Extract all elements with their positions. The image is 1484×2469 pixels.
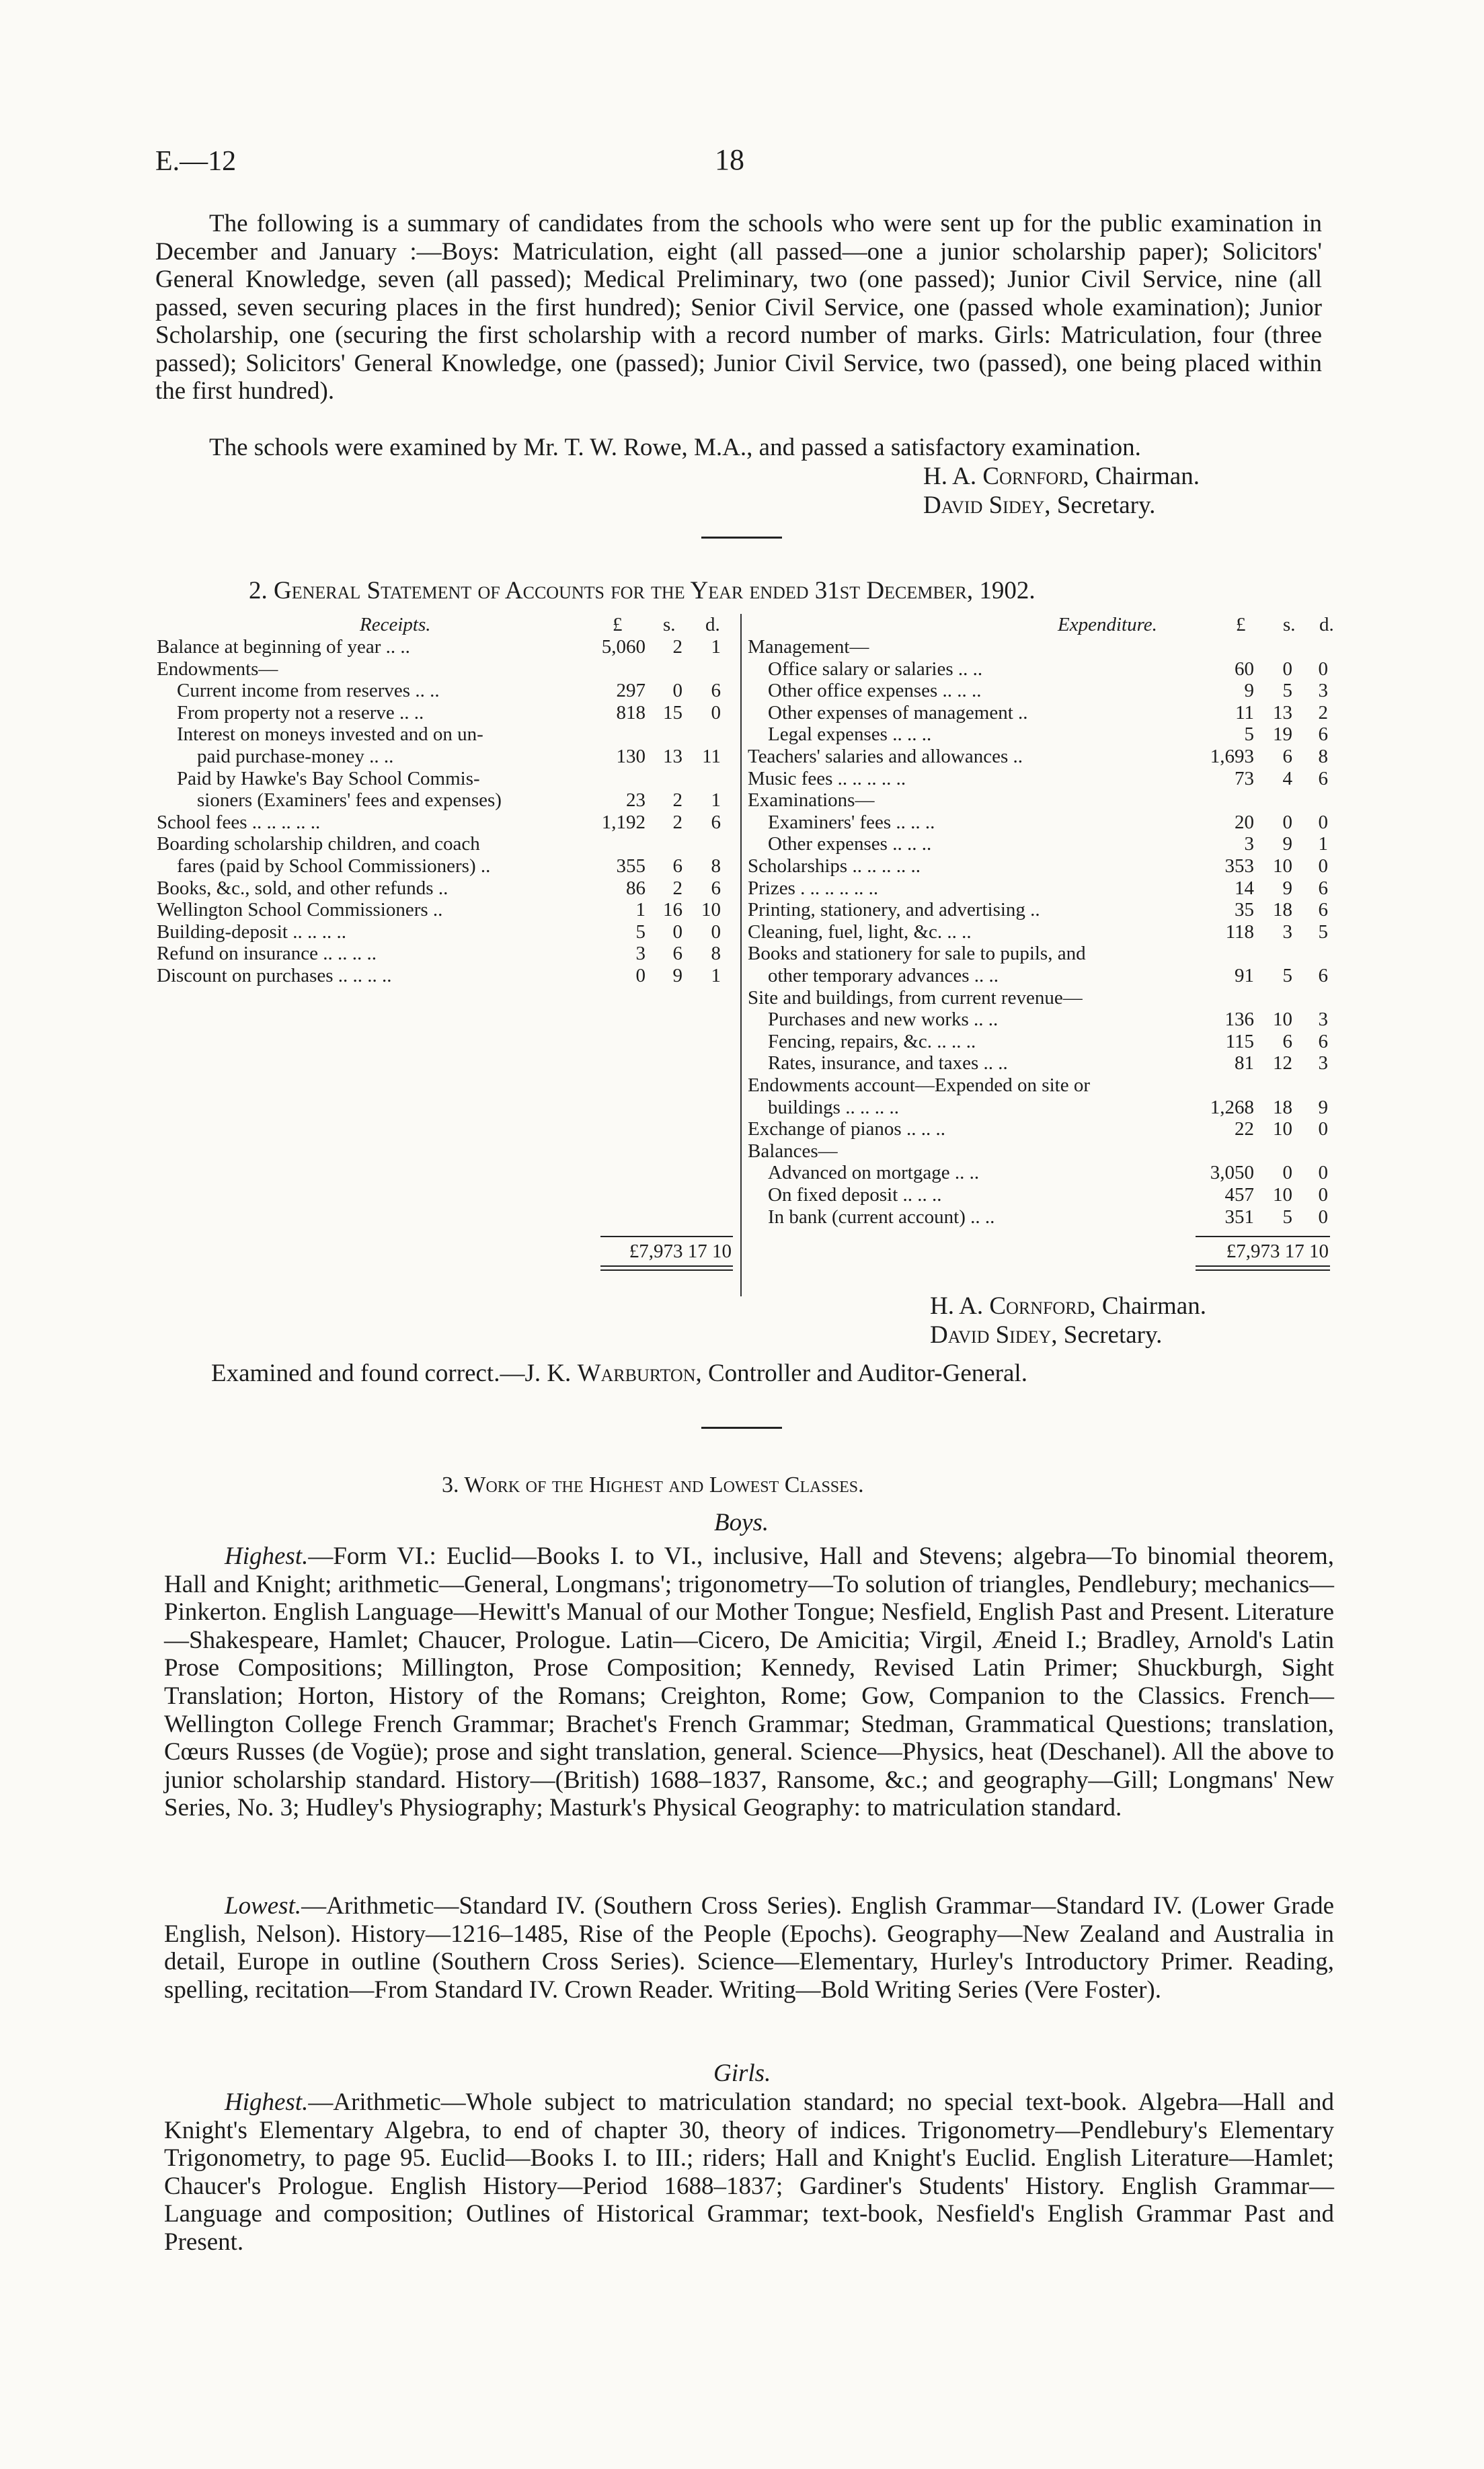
girls-heading: Girls.: [713, 2060, 771, 2087]
receipts-col-pence: d.: [705, 614, 720, 635]
page-number: 18: [715, 143, 744, 176]
receipts-row-label: Building-deposit .. .. .. ..: [157, 920, 346, 943]
receipts-row-pence: 6: [711, 680, 721, 702]
receipts-row-label: Paid by Hawke's Bay School Commis-: [177, 767, 480, 789]
receipts-row-label: Balance at beginning of year .. ..: [157, 636, 410, 658]
expenditure-total-double-rule-1: [1196, 1265, 1330, 1267]
expenditure-row-pounds: 60: [1235, 658, 1254, 680]
expenditure-row-shillings: 10: [1273, 855, 1292, 877]
expenditure-row-pounds: 1,268: [1210, 1096, 1254, 1118]
expenditure-row-pence: 6: [1318, 965, 1328, 986]
receipts-row-label: sioners (Examiners' fees and expenses): [197, 789, 502, 812]
expenditure-row-label: Prizes . .. .. .. .. ..: [748, 877, 879, 899]
expenditure-row-pounds: 353: [1224, 855, 1254, 877]
boys-highest-label: Highest.: [225, 1542, 309, 1570]
work-title: [442, 1473, 864, 1498]
expenditure-row-label: Music fees .. .. .. .. ..: [748, 767, 906, 789]
receipts-row-shillings: 0: [672, 920, 682, 943]
expenditure-row-pence: 8: [1318, 746, 1328, 767]
expenditure-row-label: Purchases and new works .. ..: [768, 1009, 999, 1031]
girls-highest-paragraph: [164, 2088, 1334, 2257]
receipts-row-shillings: 2: [672, 636, 682, 658]
expenditure-row-pounds: 3: [1244, 833, 1254, 855]
expenditure-row-shillings: 12: [1273, 1052, 1292, 1074]
expenditure-row-label: Cleaning, fuel, light, &c. .. ..: [748, 920, 972, 943]
auditor-name: Warburton: [577, 1360, 696, 1387]
receipts-row-pounds: 1: [635, 899, 646, 921]
expenditure-row-shillings: 18: [1273, 1096, 1292, 1118]
receipts-row-shillings: 9: [672, 965, 682, 986]
expenditure-row-pounds: 136: [1224, 1009, 1254, 1031]
receipts-row-pence: 6: [711, 877, 721, 899]
expenditure-row-pounds: 20: [1235, 811, 1254, 833]
receipts-row-pence: 1: [711, 636, 721, 658]
receipts-row-label: Endowments—: [157, 658, 278, 680]
accounts-signature-chairman: [930, 1292, 1206, 1321]
expenditure-row-shillings: 0: [1282, 658, 1292, 680]
expenditure-row-label: Teachers' salaries and allowances ..: [748, 746, 1023, 767]
receipts-row-pounds: 1,192: [601, 811, 646, 833]
expenditure-row-pounds: 351: [1224, 1206, 1254, 1228]
auditor-pre: Examined and found correct.—J. K.: [211, 1360, 578, 1387]
expenditure-row-pence: 5: [1318, 920, 1328, 943]
receipts-row-pounds: 23: [626, 789, 646, 812]
girls-highest-label: Highest.: [225, 2088, 309, 2116]
expenditure-row-shillings: 5: [1282, 965, 1292, 986]
expenditure-row-label: Books and stationery for sale to pupils, and: [748, 943, 1086, 965]
receipts-row-pence: 0: [711, 701, 721, 723]
expenditure-row-label: In bank (current account) .. ..: [768, 1206, 995, 1228]
expenditure-row-pounds: 115: [1225, 1030, 1254, 1052]
expenditure-row-pence: 3: [1318, 1052, 1328, 1074]
expenditure-row-label: buildings .. .. .. ..: [768, 1096, 899, 1118]
expenditure-row-shillings: 3: [1282, 920, 1292, 943]
expenditure-col-pound: £: [1236, 614, 1246, 635]
expenditure-row-shillings: 10: [1273, 1184, 1292, 1206]
expenditure-row-pence: 3: [1318, 1009, 1328, 1031]
boys-heading: Boys.: [714, 1509, 769, 1536]
expenditure-row-label: On fixed deposit .. .. ..: [768, 1184, 942, 1206]
expenditure-row-label: Other expenses of management ..: [768, 701, 1028, 723]
receipts-row-pence: 1: [711, 965, 721, 986]
receipts-row-label: fares (paid by School Commissioners) ..: [177, 855, 491, 877]
receipts-row-shillings: 2: [672, 789, 682, 812]
receipts-row-pounds: 818: [616, 701, 646, 723]
expenditure-row-shillings: 13: [1273, 701, 1292, 723]
work-title-text: 3. Work of the Highest and Lowest Classes.: [442, 1473, 864, 1497]
accounts-chairman-role: , Chairman.: [1089, 1292, 1206, 1320]
receipts-total: £7,973 17 10: [629, 1241, 732, 1262]
receipts-heading: Receipts.: [360, 614, 431, 635]
expenditure-row-shillings: 10: [1273, 1009, 1292, 1031]
receipts-row-shillings: 16: [663, 899, 682, 921]
expenditure-row-pence: 2: [1318, 701, 1328, 723]
expenditure-row-label: Examinations—: [748, 789, 875, 812]
receipts-row-shillings: 0: [672, 680, 682, 702]
expenditure-row-pounds: 457: [1224, 1184, 1254, 1206]
receipts-row-shillings: 13: [663, 746, 682, 767]
boys-lowest-text: —Arithmetic—Standard IV. (Southern Cross Series). English Grammar—Standard IV. (Lower Grade English, Nelson). History—1216–1485, Rise of the People (Epochs). Geography—New Zealand and Australia in detail, Europe in outline (Southern Cross Series). Science—Elementary, Hurley's Introductory Primer. Reading, spelling, recitation—From Standard IV. Crown Reader. Writing—Bold Writing Series (Vere Foster).: [164, 1892, 1334, 2004]
expenditure-row-pounds: 73: [1235, 767, 1254, 789]
expenditure-row-pence: 0: [1318, 811, 1328, 833]
receipts-row-pounds: 0: [635, 965, 646, 986]
girls-highest-text: —Arithmetic—Whole subject to matriculation standard; no special text-book. Algebra—Hall and Knight's Elementary Algebra, to end of chapter 30, theory of indices. Trigonometry—Pendlebury's Elementary Trigonometry, to page 95. Euclid—Books I. to III.; riders; Hall and Knight's Euclid. English Literature—Hamlet; Chaucer's Prologue. English History—Period 1688–1837; Gardiner's Students' History. English Grammar—Language and composition; Outlines of Historical Grammar; text-book, Nesfield's English Grammar Past and Present.: [164, 2088, 1334, 2256]
expenditure-col-shilling: s.: [1283, 614, 1296, 635]
expenditure-row-shillings: 9: [1282, 833, 1292, 855]
expenditure-row-label: Endowments account—Expended on site or: [748, 1074, 1090, 1096]
expenditure-row-pence: 6: [1318, 899, 1328, 921]
receipts-row-shillings: 6: [672, 943, 682, 965]
receipts-row-label: Refund on insurance .. .. .. ..: [157, 943, 377, 965]
expenditure-row-label: Balances—: [748, 1140, 838, 1162]
receipts-row-pence: 1: [711, 789, 721, 812]
expenditure-heading: Expenditure.: [1058, 614, 1157, 635]
page-header-code: E.—12: [155, 146, 237, 177]
receipts-row-pounds: 3: [635, 943, 646, 965]
boys-lowest-label: Lowest.: [225, 1892, 302, 1920]
expenditure-row-pounds: 35: [1235, 899, 1254, 921]
expenditure-row-label: Printing, stationery, and advertising ..: [748, 899, 1040, 921]
receipts-row-label: Current income from reserves .. ..: [177, 680, 440, 702]
expenditure-row-pence: 0: [1318, 1206, 1328, 1228]
expenditure-row-label: Advanced on mortgage .. ..: [768, 1162, 980, 1184]
receipts-total-double-rule-1: [600, 1265, 733, 1267]
receipts-row-pounds: 355: [616, 855, 646, 877]
boys-highest-text: —Form VI.: Euclid—Books I. to VI., inclusive, Hall and Stevens; algebra—To binomial theorem, Hall and Knight; arithmetic—General, Longmans'; trigonometry—To solution of triangles, Pendlebury; mechanics—Pinkerton. English Language—Hewitt's Manual of our Mother Tongue; Nesfield, English Past and Present. Literature—Shakespeare, Hamlet; Chaucer, Prologue. Latin—Cicero, De Amicitia; Virgil, Æneid I.; Bradley, Arnold's Latin Prose Compositions; Millington, Prose Composition; Kennedy, Revised Latin Primer; Shuckburgh, Sight Translation; Horton, History of the Romans; Creighton, Rome; Gow, Companion to the Classics. French—Wellington College French Grammar; Brachet's French Grammar; Stedman, Grammatical Questions; translation, Cœurs Russes (de Vogüe); prose and sight translation, general. Science—Physics, heat (Deschanel). All the above to junior scholarship standard. History—(British) 1688–1837, Ransome, &c.; and geography—Gill; Longmans' New Series, No. 3; Hudley's Physiography; Masturk's Physical Geography: to matriculation standard.: [164, 1542, 1334, 1822]
expenditure-row-label: Other expenses .. .. ..: [768, 833, 932, 855]
expenditure-row-label: Fencing, repairs, &c. .. .. ..: [768, 1030, 976, 1052]
expenditure-row-pounds: 22: [1235, 1118, 1254, 1140]
examiner-text: The schools were examined by Mr. T. W. Rowe, M.A., and passed a satisfactory examination.: [209, 434, 1141, 461]
expenditure-row-pence: 6: [1318, 723, 1328, 746]
receipts-row-pounds: 130: [616, 746, 646, 767]
chairman-role: , Chairman.: [1083, 463, 1200, 490]
expenditure-total-double-rule-2: [1196, 1269, 1330, 1271]
receipts-row-pounds: 297: [616, 680, 646, 702]
expenditure-row-pence: 3: [1318, 680, 1328, 702]
expenditure-total: £7,973 17 10: [1226, 1241, 1329, 1262]
expenditure-row-pounds: 5: [1244, 723, 1254, 746]
receipts-row-label: Interest on moneys invested and on un-: [177, 723, 483, 746]
expenditure-row-shillings: 5: [1282, 680, 1292, 702]
receipts-total-double-rule-2: [600, 1269, 733, 1271]
expenditure-row-pounds: 3,050: [1210, 1162, 1254, 1184]
expenditure-row-label: Scholarships .. .. .. .. ..: [748, 855, 921, 877]
expenditure-row-pence: 6: [1318, 767, 1328, 789]
expenditure-row-pence: 9: [1318, 1096, 1328, 1118]
expenditure-row-shillings: 4: [1282, 767, 1292, 789]
auditor-statement: [211, 1360, 1027, 1388]
expenditure-row-pence: 0: [1318, 1184, 1328, 1206]
expenditure-row-shillings: 0: [1282, 1162, 1292, 1184]
receipts-row-pence: 10: [701, 899, 721, 921]
section-divider-2: [701, 1427, 782, 1429]
expenditure-row-pence: 6: [1318, 877, 1328, 899]
receipts-row-pence: 8: [711, 943, 721, 965]
expenditure-row-label: Management—: [748, 636, 869, 658]
expenditure-row-pence: 6: [1318, 1030, 1328, 1052]
expenditure-row-shillings: 18: [1273, 899, 1292, 921]
receipts-row-pence: 0: [711, 920, 721, 943]
expenditure-row-pounds: 9: [1244, 680, 1254, 702]
intro-text: The following is a summary of candidates from the schools who were sent up for the public examination in December and January :—Boys: Matriculation, eight (all passed—one a junior scholarship paper); Solicitors' General Knowledge, seven (all passed); Medical Preliminary, two (one passed); Junior Civil Service, nine (all passed, seven securing places in the first hundred); Senior Civil Service, one (passed whole examination); Junior Scholarship, one (securing the first scholarship with a record number of marks. Girls: Matriculation, four (three passed); Solicitors' General Knowledge, one (passed); Junior Civil Service, two (passed), one being placed within the first hundred).: [155, 210, 1322, 405]
receipts-row-shillings: 2: [672, 877, 682, 899]
expenditure-row-shillings: 6: [1282, 746, 1292, 767]
expenditure-row-pounds: 1,693: [1210, 746, 1254, 767]
receipts-row-label: From property not a reserve .. ..: [177, 701, 424, 723]
expenditure-row-pounds: 91: [1235, 965, 1254, 986]
expenditure-row-label: Office salary or salaries .. ..: [768, 658, 983, 680]
expenditure-row-shillings: 5: [1282, 1206, 1292, 1228]
receipts-row-pounds: 5: [635, 920, 646, 943]
receipts-row-label: Discount on purchases .. .. .. ..: [157, 965, 392, 986]
expenditure-row-label: Site and buildings, from current revenue—: [748, 986, 1083, 1009]
expenditure-row-pence: 0: [1318, 658, 1328, 680]
expenditure-row-pounds: 11: [1235, 701, 1254, 723]
expenditure-row-label: Examiners' fees .. .. ..: [768, 811, 935, 833]
secretary-name: David Sidey: [923, 492, 1045, 519]
expenditure-row-label: Other office expenses .. .. ..: [768, 680, 982, 702]
auditor-post: , Controller and Auditor-General.: [695, 1360, 1027, 1387]
expenditure-row-pence: 0: [1318, 855, 1328, 877]
expenditure-row-label: Legal expenses .. .. ..: [768, 723, 932, 746]
receipts-row-pence: 11: [702, 746, 721, 767]
chairman-name: H. A. Cornford: [923, 463, 1083, 490]
expenditure-row-pence: 0: [1318, 1118, 1328, 1140]
expenditure-total-rule: [1196, 1236, 1330, 1237]
boys-lowest-paragraph: [164, 1892, 1334, 2004]
expenditure-row-shillings: 0: [1282, 811, 1292, 833]
expenditure-row-label: other temporary advances .. ..: [768, 965, 999, 986]
receipts-row-shillings: 6: [672, 855, 682, 877]
receipts-col-shilling: s.: [663, 614, 676, 635]
expenditure-row-pounds: 81: [1235, 1052, 1254, 1074]
accounts-secretary-role: , Secretary.: [1051, 1321, 1163, 1349]
receipts-row-shillings: 2: [672, 811, 682, 833]
accounts-secretary-name: David Sidey: [930, 1321, 1052, 1349]
expenditure-row-shillings: 19: [1273, 723, 1292, 746]
accounts-chairman-name: H. A. Cornford: [930, 1292, 1090, 1320]
expenditure-row-shillings: 10: [1273, 1118, 1292, 1140]
expenditure-row-pounds: 14: [1235, 877, 1254, 899]
expenditure-row-label: Exchange of pianos .. .. ..: [748, 1118, 945, 1140]
receipts-row-pence: 6: [711, 811, 721, 833]
accounts-signature-secretary: [930, 1321, 1162, 1349]
secretary-role: , Secretary.: [1044, 492, 1156, 519]
receipts-row-pounds: 86: [626, 877, 646, 899]
receipts-row-label: Wellington School Commissioners ..: [157, 899, 443, 921]
receipts-row-pounds: 5,060: [601, 636, 646, 658]
accounts-column-divider: [740, 614, 742, 1296]
accounts-title-text: 2. General Statement of Accounts for the Year ended 31st December, 1902.: [249, 577, 1036, 604]
receipts-col-pound: £: [613, 614, 623, 635]
expenditure-col-pence: d.: [1319, 614, 1334, 635]
expenditure-row-shillings: 9: [1282, 877, 1292, 899]
receipts-total-rule: [600, 1236, 733, 1237]
expenditure-row-pence: 0: [1318, 1162, 1328, 1184]
boys-highest-paragraph: [164, 1542, 1334, 1822]
receipts-row-label: paid purchase-money .. ..: [197, 746, 394, 767]
receipts-row-shillings: 15: [663, 701, 682, 723]
expenditure-row-label: Rates, insurance, and taxes .. ..: [768, 1052, 1008, 1074]
expenditure-row-pence: 1: [1318, 833, 1328, 855]
receipts-row-label: School fees .. .. .. .. ..: [157, 811, 321, 833]
receipts-row-label: Books, &c., sold, and other refunds ..: [157, 877, 448, 899]
receipts-row-label: Boarding scholarship children, and coach: [157, 833, 480, 855]
receipts-row-pence: 8: [711, 855, 721, 877]
expenditure-row-pounds: 118: [1225, 920, 1254, 943]
expenditure-row-shillings: 6: [1282, 1030, 1292, 1052]
